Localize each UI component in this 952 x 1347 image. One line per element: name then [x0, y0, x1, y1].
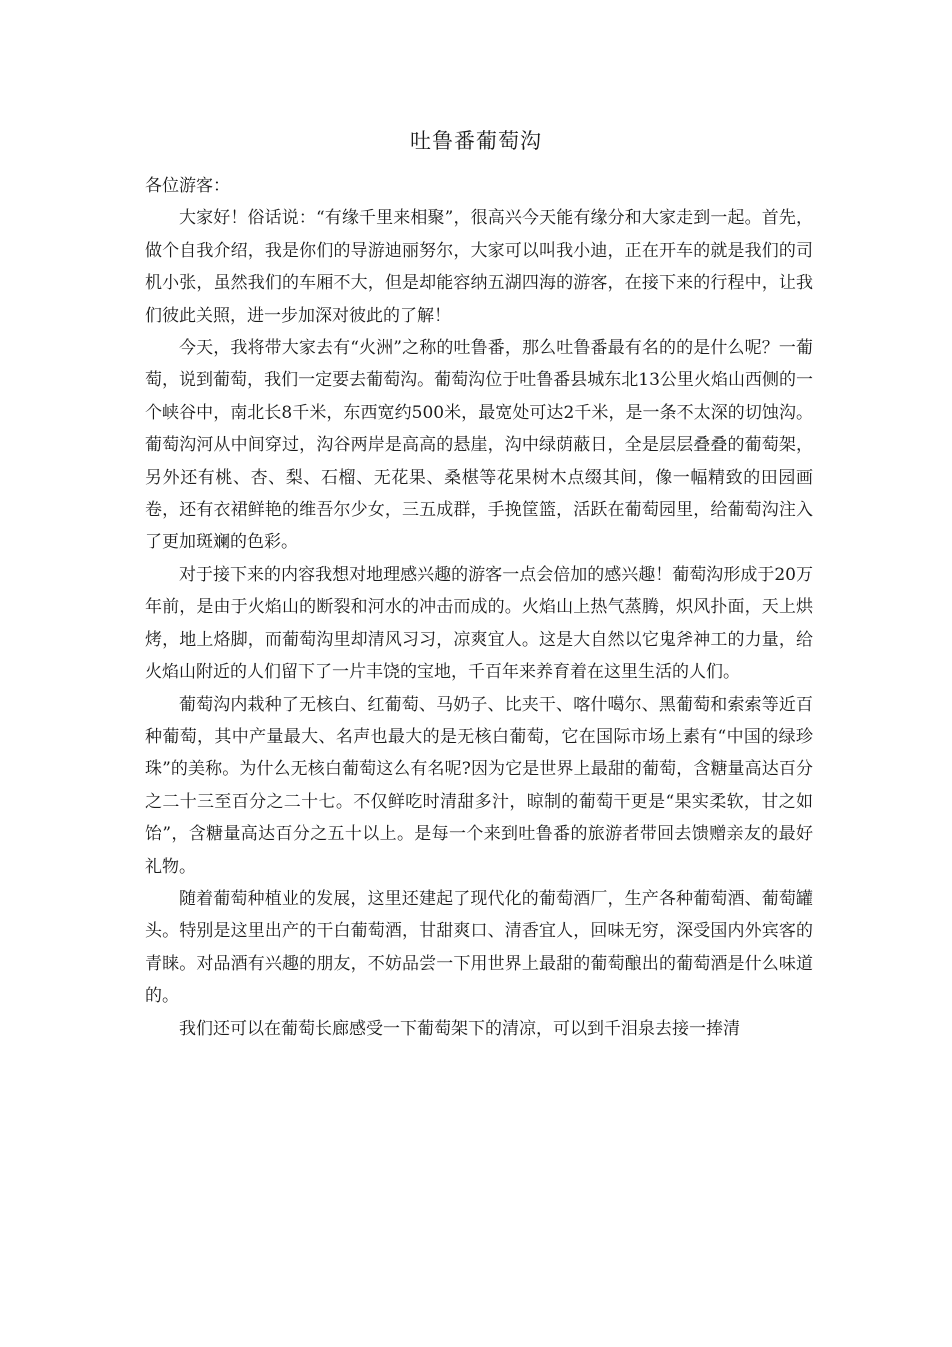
paragraph-grape-corridor: 我们还可以在葡萄长廊感受一下葡萄架下的清凉，可以到千泪泉去接一捧清 [179, 1018, 740, 1039]
paragraph-winery: 随着葡萄种植业的发展，这里还建起了现代化的葡萄酒厂，生产各种葡萄酒、葡萄罐头。特别是这里出产的干白葡萄酒，甘甜爽口、清香宜人，回味无穷，深受国内外宾客的青睐。对品酒有兴趣的朋友，不妨品尝一下用世界上最甜的葡萄酿出的葡萄酒是什么味道的。 [145, 888, 813, 1007]
salutation: 各位游客： [145, 176, 230, 196]
paragraph-grape-varieties: 葡萄沟内栽种了无核白、红葡萄、马奶子、比夹干、喀什噶尔、黑葡萄和索索等近百种葡萄，其中产量最大、名声也最大的是无核白葡萄，它在国际市场上素有“中国的绿珍珠”的美称。为什么无核白葡萄这么有名呢?因为它是世界上最甜的葡萄，含糖量高达百分之二十三至百分之二十七。不仅鲜吃时清甜多汁，晾制的葡萄干更是“果实柔软，甘之如饴”，含糖量高达百分之五十以上。是每一个来到吐鲁番的旅游者带回去馈赠亲友的最好礼物。 [145, 694, 813, 877]
paragraph-greeting: 大家好！俗话说：“有缘千里来相聚”，很高兴今天能有缘分和大家走到一起。首先，做个自我介绍，我是你们的导游迪丽努尔，大家可以叫我小迪，正在开车的就是我们的司机小张，虽然我们的车厢不大，但是却能容纳五湖四海的游客，在接下来的行程中，让我们彼此关照，进一步加深对彼此的了解！ [145, 208, 813, 326]
document-body [145, 170, 813, 1045]
paragraph-geography: 对于接下来的内容我想对地理感兴趣的游客一点会倍加的感兴趣！葡萄沟形成于20万年前，是由于火焰山的断裂和河水的冲击而成的。火焰山上热气蒸腾，炽风扑面，天上烘烤，地上烙脚，而葡萄沟里却清风习习，凉爽宜人。这是大自然以它鬼斧神工的力量，给火焰山附近的人们留下了一片丰饶的宝地，千百年来养育着在这里生活的人们。 [145, 564, 813, 683]
document-title: 吐鲁番葡萄沟 [410, 129, 542, 153]
paragraph-grape-valley-intro: 今天，我将带大家去有“火洲”之称的吐鲁番，那么吐鲁番最有名的的是什么呢？一葡萄，说到葡萄，我们一定要去葡萄沟。葡萄沟位于吐鲁番县城东北13公里火焰山西侧的一个峡谷中，南北长8千米，东西宽约500米，最宽处可达2千米，是一条不太深的切蚀沟。葡萄沟河从中间穿过，沟谷两岸是高高的悬崖，沟中绿荫蔽日，全是层层叠叠的葡萄架，另外还有桃、杏、梨、石榴、无花果、桑椹等花果树木点缀其间，像一幅精致的田园画卷，还有衣裙鲜艳的维吾尔少女，三五成群，手挽筐篮，活跃在葡萄园里，给葡萄沟注入了更加斑斓的色彩。 [145, 338, 813, 553]
